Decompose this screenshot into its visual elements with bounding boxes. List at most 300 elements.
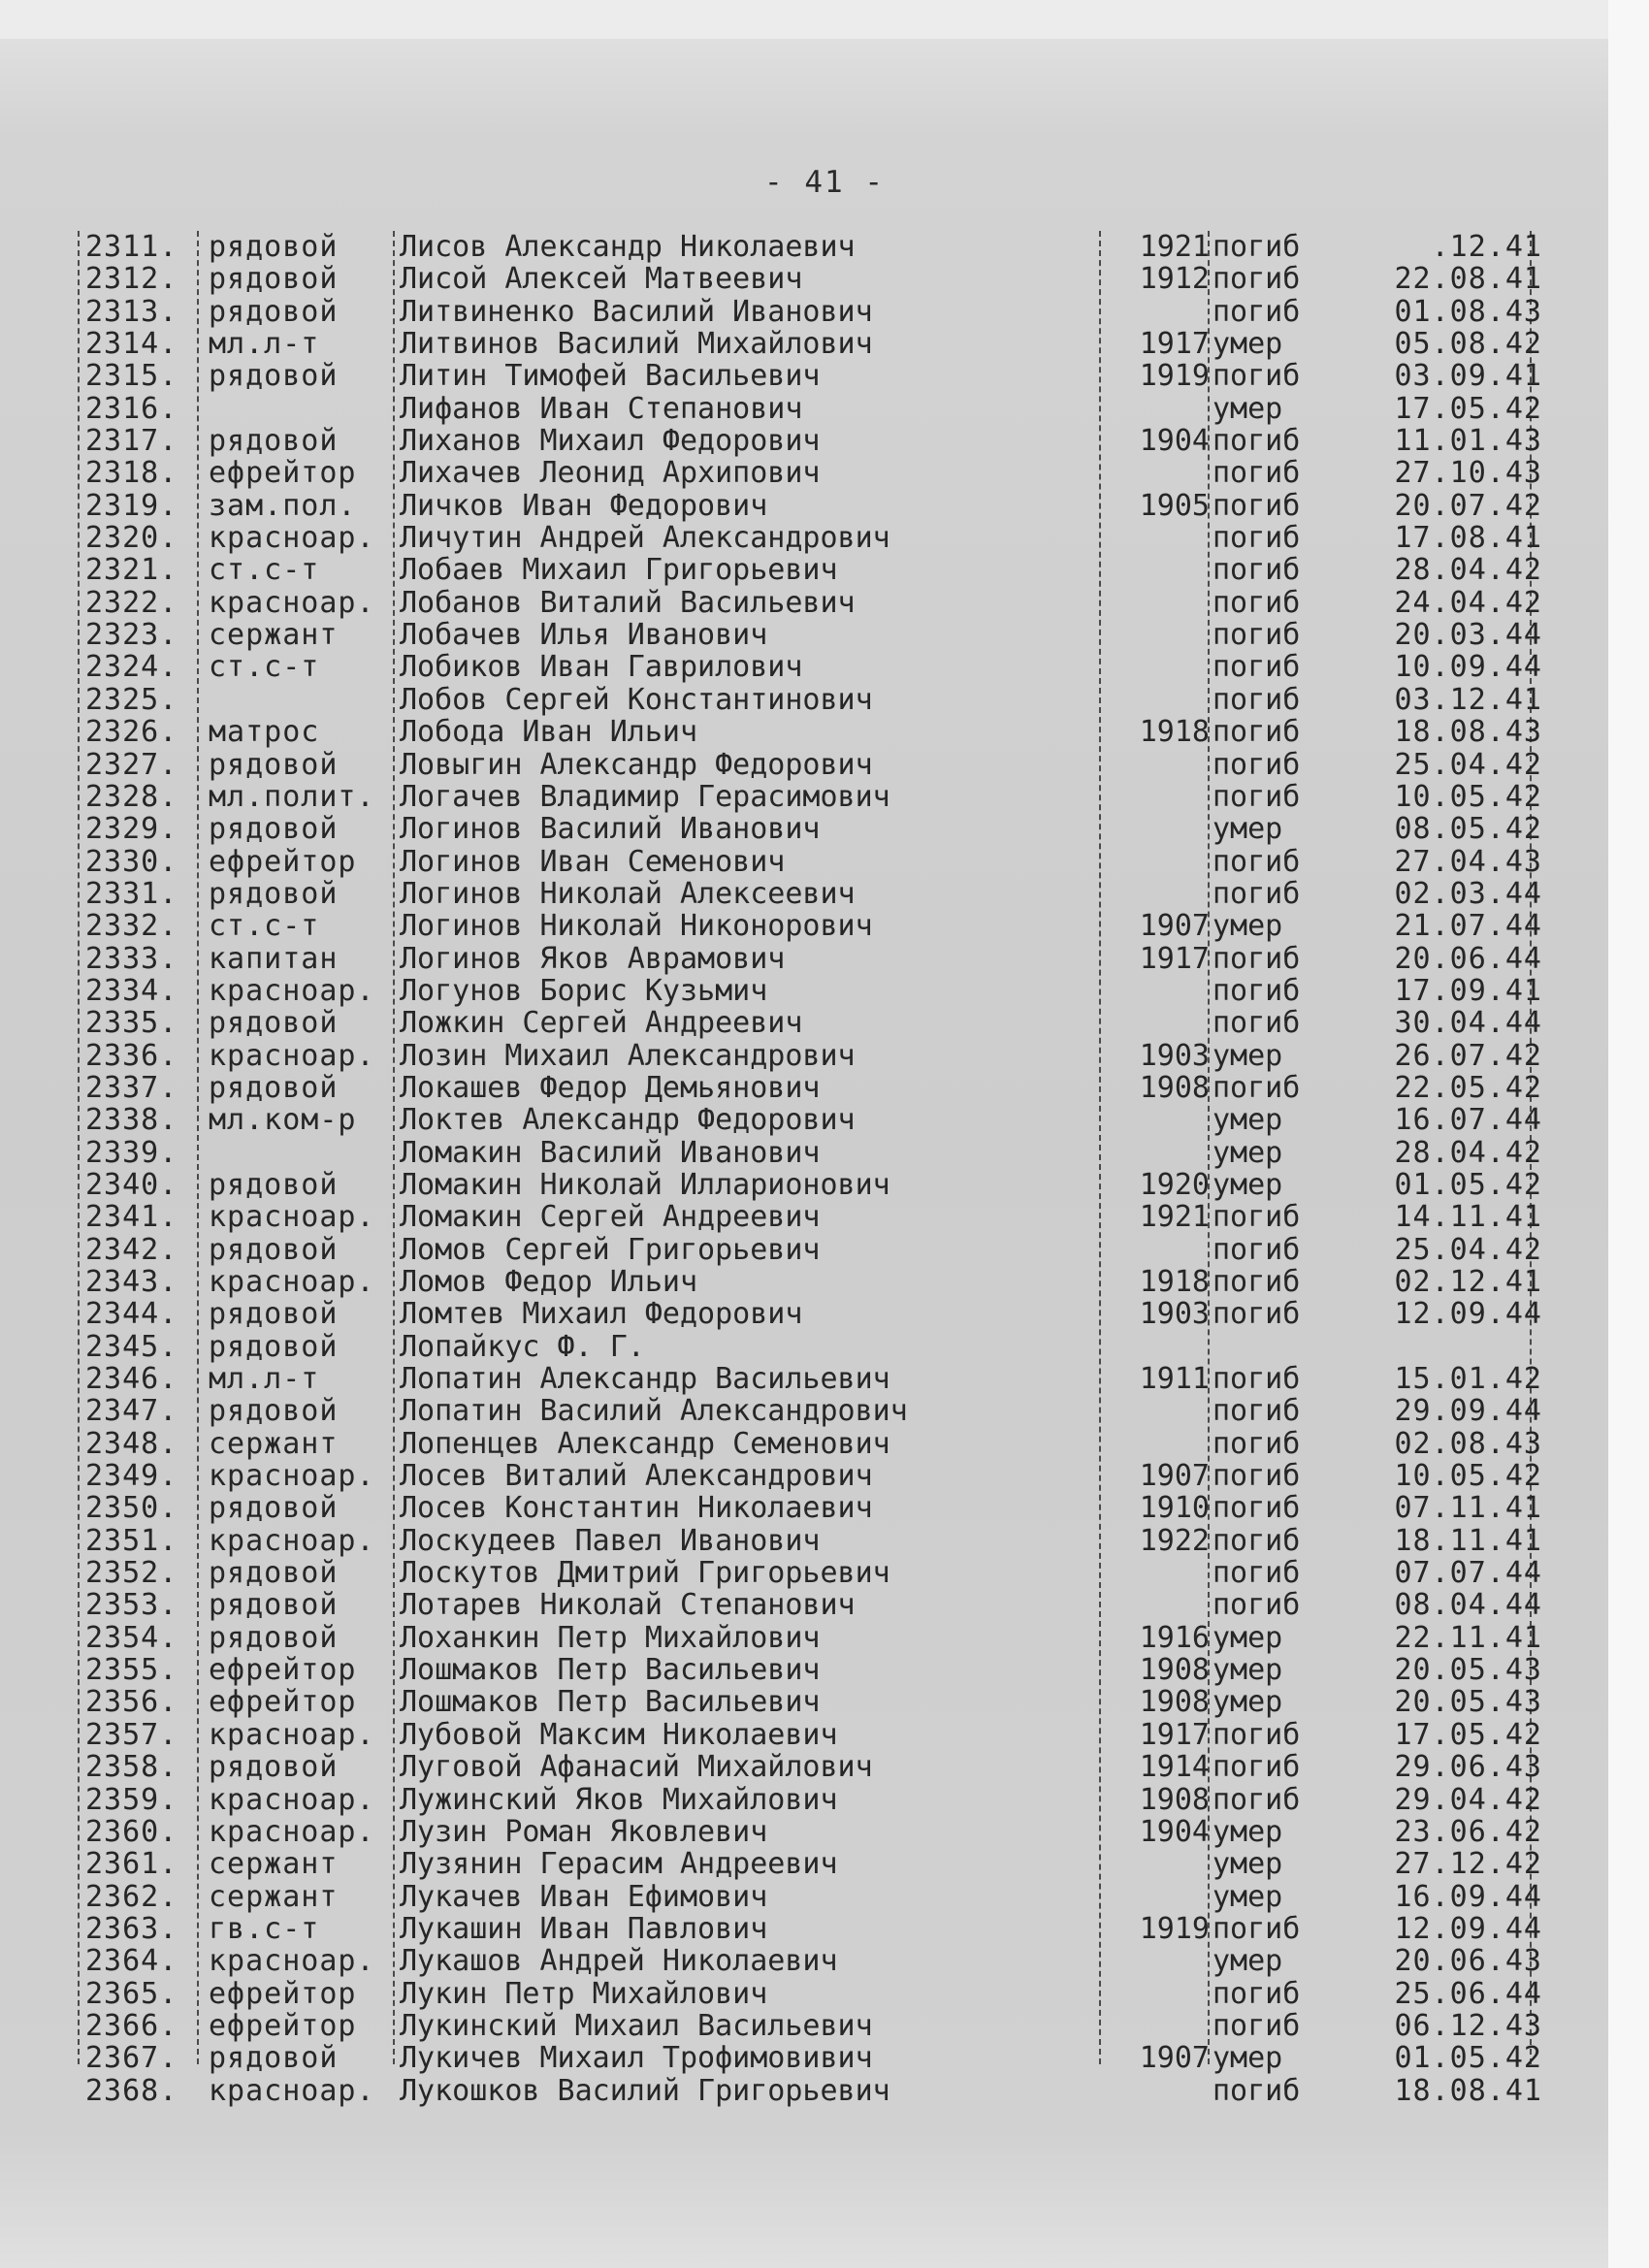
record-name: Ломакин Василий Иванович [400, 1135, 821, 1170]
record-status: умер [1212, 1038, 1283, 1073]
list-row [68, 781, 1552, 813]
record-name: Лозин Михаил Александрович [400, 1038, 856, 1073]
record-status: умер [1212, 1879, 1283, 1914]
record-name: Лузин Роман Яковлевич [400, 1814, 768, 1849]
record-date: 18.11.41 [1394, 1523, 1542, 1558]
record-birth-year: 1904 [1139, 424, 1210, 459]
record-date: 17.05.42 [1394, 1717, 1542, 1752]
record-date: 10.09.44 [1394, 650, 1542, 685]
record-birth-year: 1904 [1139, 1814, 1210, 1849]
record-rank: ефрейтор [209, 456, 357, 491]
record-date: 02.12.41 [1394, 1265, 1542, 1299]
record-number: 2338. [85, 1103, 178, 1138]
record-rank: красноар. [209, 1200, 375, 1235]
record-date: 20.07.42 [1394, 488, 1542, 523]
record-rank: рядовой [209, 812, 339, 847]
record-name: Лобиков Иван Гаврилович [400, 650, 803, 685]
record-name: Лоханкин Петр Михайлович [400, 1620, 821, 1655]
record-date: 25.06.44 [1394, 1976, 1542, 2011]
record-name: Лопатин Василий Александрович [400, 1394, 908, 1429]
record-rank: красноар. [209, 1265, 375, 1299]
record-number: 2359. [85, 1782, 178, 1817]
record-name: Лукинский Михаил Васильевич [400, 2008, 873, 2043]
list-row [68, 1104, 1552, 1136]
record-date: 17.08.41 [1394, 521, 1542, 556]
list-row [68, 1784, 1552, 1816]
list-row [68, 1848, 1552, 1880]
list-row [68, 878, 1552, 910]
record-number: 2343. [85, 1265, 178, 1299]
casualty-list [68, 231, 1552, 2107]
list-row [68, 1978, 1552, 2010]
record-date: 07.07.44 [1394, 1556, 1542, 1591]
page-number: - 41 - [764, 165, 885, 200]
record-rank: красноар. [209, 973, 375, 1008]
record-name: Лузянин Герасим Андреевич [400, 1847, 838, 1882]
record-status: умер [1212, 1653, 1283, 1688]
record-date: 07.11.41 [1394, 1491, 1542, 1526]
record-status: погиб [1212, 585, 1301, 620]
list-row [68, 749, 1552, 781]
record-number: 2339. [85, 1135, 178, 1170]
record-number: 2366. [85, 2008, 178, 2043]
record-rank: мл.л-т [209, 327, 320, 362]
record-status: погиб [1212, 779, 1301, 814]
list-row [68, 522, 1552, 554]
record-rank: рядовой [209, 262, 339, 297]
record-name: Ловыгин Александр Федорович [400, 747, 873, 782]
record-rank: рядовой [209, 876, 339, 911]
record-date: 27.10.43 [1394, 456, 1542, 491]
record-status: умер [1212, 327, 1283, 362]
record-number: 2321. [85, 553, 178, 588]
list-row [68, 1007, 1552, 1039]
record-rank: ст.с-т [209, 909, 320, 944]
record-rank: рядовой [209, 1556, 339, 1591]
record-birth-year: 1921 [1139, 1200, 1210, 1235]
record-birth-year: 1918 [1139, 1265, 1210, 1299]
record-rank: ефрейтор [209, 844, 357, 879]
record-date: 01.08.43 [1394, 294, 1542, 329]
record-number: 2349. [85, 1459, 178, 1494]
record-status: погиб [1212, 1911, 1301, 1946]
record-status: погиб [1212, 1232, 1301, 1267]
record-status: погиб [1212, 1491, 1301, 1526]
list-row [68, 1654, 1552, 1686]
record-date: 20.06.43 [1394, 1944, 1542, 1979]
record-name: Лихачев Леонид Архипович [400, 456, 821, 491]
record-status: умер [1212, 812, 1283, 847]
record-date: 16.07.44 [1394, 1103, 1542, 1138]
record-status: погиб [1212, 682, 1301, 717]
record-date: 23.06.42 [1394, 1814, 1542, 1849]
record-status: погиб [1212, 747, 1301, 782]
list-row [68, 1686, 1552, 1718]
record-number: 2337. [85, 1070, 178, 1105]
record-date: 22.11.41 [1394, 1620, 1542, 1655]
record-name: Лобода Иван Ильич [400, 715, 698, 750]
record-date: 28.04.42 [1394, 1135, 1542, 1170]
record-number: 2313. [85, 294, 178, 329]
record-birth-year: 1910 [1139, 1491, 1210, 1526]
record-birth-year: 1920 [1139, 1167, 1210, 1202]
list-row [68, 490, 1552, 522]
record-name: Логинов Николай Никонорович [400, 909, 873, 944]
record-status: умер [1212, 2041, 1283, 2076]
record-rank: рядовой [209, 294, 339, 329]
record-rank: мл.ком-р [209, 1103, 357, 1138]
record-number: 2329. [85, 812, 178, 847]
record-status: погиб [1212, 1523, 1301, 1558]
list-row [68, 1525, 1552, 1557]
record-number: 2341. [85, 1200, 178, 1235]
record-birth-year: 1919 [1139, 1911, 1210, 1946]
record-status: погиб [1212, 876, 1301, 911]
record-status: погиб [1212, 294, 1301, 329]
record-birth-year: 1908 [1139, 1782, 1210, 1817]
record-date: 30.04.44 [1394, 1006, 1542, 1041]
record-date: 08.05.42 [1394, 812, 1542, 847]
record-name: Личков Иван Федорович [400, 488, 768, 523]
record-date: 21.07.44 [1394, 909, 1542, 944]
record-number: 2361. [85, 1847, 178, 1882]
record-status: погиб [1212, 1556, 1301, 1591]
record-date: 15.01.42 [1394, 1362, 1542, 1397]
list-row [68, 1881, 1552, 1913]
record-rank: гв.с-т [209, 1911, 320, 1946]
record-date: 14.11.41 [1394, 1200, 1542, 1235]
record-name: Лобачев Илья Иванович [400, 618, 768, 653]
record-number: 2317. [85, 424, 178, 459]
record-rank: рядовой [209, 1491, 339, 1526]
record-birth-year: 1912 [1139, 262, 1210, 297]
list-row [68, 1072, 1552, 1104]
record-number: 2319. [85, 488, 178, 523]
list-row [68, 910, 1552, 942]
record-number: 2344. [85, 1297, 178, 1332]
list-row [68, 1169, 1552, 1201]
record-name: Лопенцев Александр Семенович [400, 1426, 890, 1461]
record-number: 2327. [85, 747, 178, 782]
record-number: 2355. [85, 1653, 178, 1688]
record-status: погиб [1212, 1200, 1301, 1235]
record-name: Лосев Константин Николаевич [400, 1491, 873, 1526]
record-status: погиб [1212, 424, 1301, 459]
record-date: 17.09.41 [1394, 973, 1542, 1008]
record-name: Логачев Владимир Герасимович [400, 779, 890, 814]
list-row [68, 1137, 1552, 1169]
record-date: 20.03.44 [1394, 618, 1542, 653]
record-status: погиб [1212, 1265, 1301, 1299]
record-rank: рядовой [209, 1394, 339, 1429]
record-rank: рядовой [209, 1232, 339, 1267]
record-number: 2318. [85, 456, 178, 491]
list-row [68, 1234, 1552, 1266]
record-status: погиб [1212, 1006, 1301, 1041]
record-number: 2336. [85, 1038, 178, 1073]
record-name: Лобанов Виталий Васильевич [400, 585, 856, 620]
record-status: погиб [1212, 618, 1301, 653]
record-number: 2323. [85, 618, 178, 653]
list-row [68, 716, 1552, 748]
record-name: Ломакин Сергей Андреевич [400, 1200, 821, 1235]
record-rank: матрос [209, 715, 320, 750]
record-status: погиб [1212, 715, 1301, 750]
record-number: 2358. [85, 1750, 178, 1785]
record-name: Логунов Борис Кузьмич [400, 973, 768, 1008]
record-date: 06.12.43 [1394, 2008, 1542, 2043]
record-date: 01.05.42 [1394, 2041, 1542, 2076]
list-row [68, 1945, 1552, 1977]
record-number: 2346. [85, 1362, 178, 1397]
record-date: 18.08.43 [1394, 715, 1542, 750]
record-number: 2352. [85, 1556, 178, 1591]
record-date: 24.04.42 [1394, 585, 1542, 620]
record-status: умер [1212, 1685, 1283, 1720]
record-birth-year: 1907 [1139, 1459, 1210, 1494]
list-row [68, 1428, 1552, 1460]
record-rank: рядовой [209, 424, 339, 459]
record-name: Лобов Сергей Константинович [400, 682, 873, 717]
record-date: .12.41 [1431, 230, 1542, 264]
record-date: 01.05.42 [1394, 1167, 1542, 1202]
list-row [68, 1266, 1552, 1298]
record-number: 2316. [85, 391, 178, 426]
record-rank: красноар. [209, 1782, 375, 1817]
record-name: Лисой Алексей Матвеевич [400, 262, 803, 297]
list-row [68, 587, 1552, 619]
record-name: Лоскудеев Павел Иванович [400, 1523, 821, 1558]
record-status: погиб [1212, 650, 1301, 685]
list-row [68, 393, 1552, 425]
record-rank: рядовой [209, 1006, 339, 1041]
record-birth-year: 1911 [1139, 1362, 1210, 1397]
list-row [68, 1913, 1552, 1945]
list-row [68, 619, 1552, 651]
record-birth-year: 1908 [1139, 1653, 1210, 1688]
record-number: 2362. [85, 1879, 178, 1914]
record-name: Лифанов Иван Степанович [400, 391, 803, 426]
record-date: 02.03.44 [1394, 876, 1542, 911]
list-row [68, 846, 1552, 878]
record-number: 2367. [85, 2041, 178, 2076]
record-birth-year: 1918 [1139, 715, 1210, 750]
list-row [68, 2075, 1552, 2107]
list-row [68, 684, 1552, 716]
record-date: 27.04.43 [1394, 844, 1542, 879]
record-rank: рядовой [209, 2041, 339, 2076]
record-date: 22.05.42 [1394, 1070, 1542, 1105]
record-rank: красноар. [209, 1944, 375, 1979]
record-status: погиб [1212, 1070, 1301, 1105]
record-rank: ст.с-т [209, 553, 320, 588]
record-rank: рядовой [209, 1620, 339, 1655]
record-birth-year: 1922 [1139, 1523, 1210, 1558]
record-rank: рядовой [209, 1167, 339, 1202]
record-number: 2314. [85, 327, 178, 362]
list-row [68, 1751, 1552, 1783]
record-date: 22.08.41 [1394, 262, 1542, 297]
record-rank: рядовой [209, 230, 339, 264]
record-rank: ефрейтор [209, 1976, 357, 2011]
record-name: Луговой Афанасий Михайлович [400, 1750, 873, 1785]
record-status: погиб [1212, 973, 1301, 1008]
list-row [68, 2010, 1552, 2042]
record-name: Лукачев Иван Ефимович [400, 1879, 768, 1914]
record-rank: рядовой [209, 1297, 339, 1332]
record-name: Локтев Александр Федорович [400, 1103, 856, 1138]
record-status: погиб [1212, 1750, 1301, 1785]
record-date: 25.04.42 [1394, 747, 1542, 782]
record-rank: мл.л-т [209, 1362, 320, 1397]
list-row [68, 1557, 1552, 1589]
record-name: Лукичев Михаил Трофимовивич [400, 2041, 873, 2076]
record-name: Лужинский Яков Михайлович [400, 1782, 838, 1817]
record-status: умер [1212, 1103, 1283, 1138]
record-number: 2360. [85, 1814, 178, 1849]
record-status: умер [1212, 1847, 1283, 1882]
record-status: погиб [1212, 1426, 1301, 1461]
record-rank: красноар. [209, 1814, 375, 1849]
record-number: 2315. [85, 359, 178, 394]
record-number: 2350. [85, 1491, 178, 1526]
record-number: 2334. [85, 973, 178, 1008]
record-name: Логинов Иван Семенович [400, 844, 786, 879]
record-date: 10.05.42 [1394, 779, 1542, 814]
record-date: 29.06.43 [1394, 1750, 1542, 1785]
record-birth-year: 1903 [1139, 1297, 1210, 1332]
record-rank: ст.с-т [209, 650, 320, 685]
record-date: 29.04.42 [1394, 1782, 1542, 1817]
record-name: Лукашин Иван Павлович [400, 1911, 768, 1946]
record-name: Лошмаков Петр Васильевич [400, 1653, 821, 1688]
list-row [68, 457, 1552, 489]
list-row [68, 425, 1552, 457]
record-number: 2330. [85, 844, 178, 879]
record-birth-year: 1914 [1139, 1750, 1210, 1785]
record-name: Ложкин Сергей Андреевич [400, 1006, 803, 1041]
record-status: погиб [1212, 456, 1301, 491]
record-rank: сержант [209, 1879, 339, 1914]
record-name: Лукин Петр Михайлович [400, 1976, 768, 2011]
record-date: 18.08.41 [1394, 2073, 1542, 2108]
record-rank: ефрейтор [209, 2008, 357, 2043]
record-status: умер [1212, 391, 1283, 426]
record-number: 2333. [85, 941, 178, 976]
record-number: 2363. [85, 1911, 178, 1946]
record-birth-year: 1919 [1139, 359, 1210, 394]
record-birth-year: 1907 [1139, 909, 1210, 944]
record-date: 16.09.44 [1394, 1879, 1542, 1914]
record-rank: рядовой [209, 1329, 339, 1364]
record-number: 2322. [85, 585, 178, 620]
record-name: Логинов Николай Алексеевич [400, 876, 856, 911]
record-name: Лопайкус Ф. Г. [400, 1329, 645, 1364]
record-number: 2324. [85, 650, 178, 685]
record-rank: рядовой [209, 1070, 339, 1105]
list-row [68, 1298, 1552, 1330]
record-rank: рядовой [209, 359, 339, 394]
list-row [68, 1331, 1552, 1363]
record-status: погиб [1212, 488, 1301, 523]
record-status: погиб [1212, 1297, 1301, 1332]
record-birth-year: 1907 [1139, 2041, 1210, 2076]
list-row [68, 651, 1552, 683]
list-row [68, 1492, 1552, 1524]
record-status: умер [1212, 1814, 1283, 1849]
record-status: погиб [1212, 1459, 1301, 1494]
list-row [68, 1040, 1552, 1072]
record-birth-year: 1917 [1139, 327, 1210, 362]
record-name: Логинов Яков Аврамович [400, 941, 786, 976]
list-row [68, 554, 1552, 586]
list-row [68, 1201, 1552, 1233]
record-birth-year: 1905 [1139, 488, 1210, 523]
record-birth-year: 1917 [1139, 1717, 1210, 1752]
record-status: умер [1212, 1944, 1283, 1979]
record-date: 03.12.41 [1394, 682, 1542, 717]
record-name: Ломакин Николай Илларионович [400, 1167, 890, 1202]
record-status: умер [1212, 1620, 1283, 1655]
record-birth-year: 1903 [1139, 1038, 1210, 1073]
record-status: погиб [1212, 2008, 1301, 2043]
record-date: 26.07.42 [1394, 1038, 1542, 1073]
record-date: 03.09.41 [1394, 359, 1542, 394]
record-name: Литвиненко Василий Иванович [400, 294, 873, 329]
record-name: Лисов Александр Николаевич [400, 230, 856, 264]
record-status: умер [1212, 909, 1283, 944]
record-rank: красноар. [209, 2073, 375, 2108]
record-rank: рядовой [209, 1588, 339, 1623]
list-row [68, 296, 1552, 328]
record-number: 2368. [85, 2073, 178, 2108]
list-row [68, 360, 1552, 392]
record-date: 17.05.42 [1394, 391, 1542, 426]
record-name: Лопатин Александр Васильевич [400, 1362, 890, 1397]
record-birth-year: 1916 [1139, 1620, 1210, 1655]
record-name: Лоскутов Дмитрий Григорьевич [400, 1556, 890, 1591]
record-date: 12.09.44 [1394, 1297, 1542, 1332]
record-status: погиб [1212, 844, 1301, 879]
record-status: умер [1212, 1135, 1283, 1170]
record-status: погиб [1212, 1717, 1301, 1752]
list-row [68, 2042, 1552, 2074]
list-row [68, 1395, 1552, 1427]
record-date: 12.09.44 [1394, 1911, 1542, 1946]
record-rank: красноар. [209, 1038, 375, 1073]
record-name: Лубовой Максим Николаевич [400, 1717, 838, 1752]
list-row [68, 231, 1552, 263]
record-name: Литвинов Василий Михайлович [400, 327, 873, 362]
record-status: погиб [1212, 1588, 1301, 1623]
record-status: погиб [1212, 553, 1301, 588]
record-number: 2326. [85, 715, 178, 750]
record-name: Литин Тимофей Васильевич [400, 359, 821, 394]
record-date: 20.05.43 [1394, 1653, 1542, 1688]
record-rank: сержант [209, 1847, 339, 1882]
record-number: 2348. [85, 1426, 178, 1461]
list-row [68, 1719, 1552, 1751]
record-date: 29.09.44 [1394, 1394, 1542, 1429]
list-row [68, 1460, 1552, 1492]
record-name: Логинов Василий Иванович [400, 812, 821, 847]
record-number: 2325. [85, 682, 178, 717]
scan-right-margin [1608, 0, 1649, 2268]
record-status: погиб [1212, 1976, 1301, 2011]
record-number: 2312. [85, 262, 178, 297]
record-number: 2331. [85, 876, 178, 911]
record-rank: мл.полит. [209, 779, 375, 814]
